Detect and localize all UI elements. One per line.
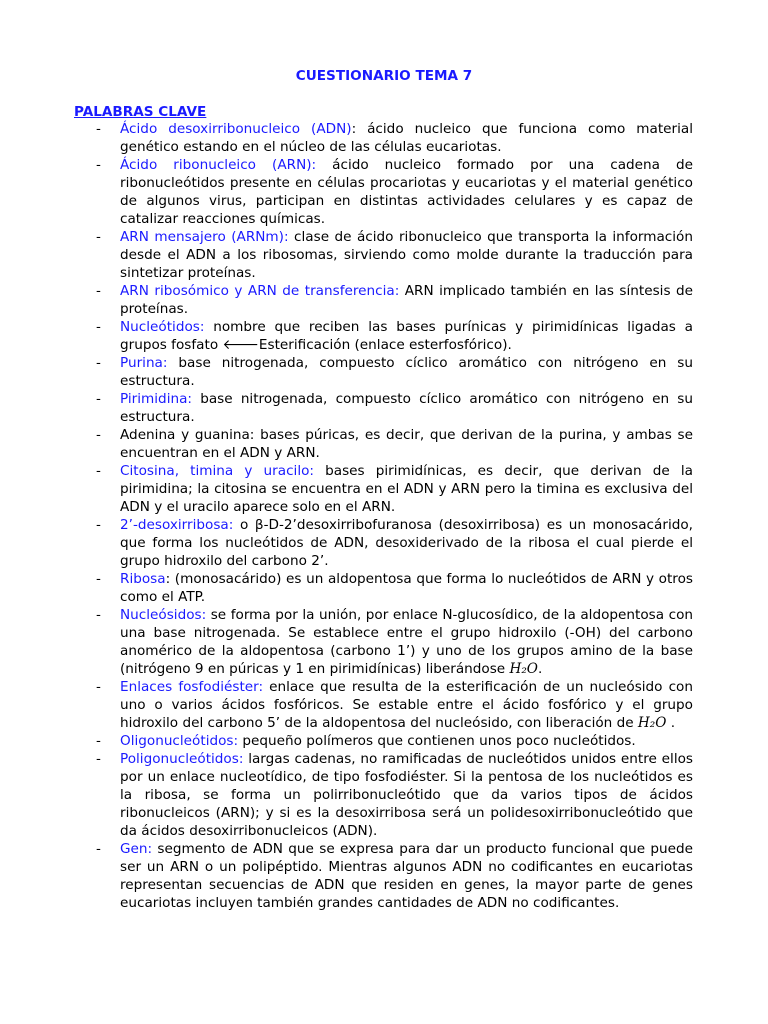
glossary-item [96,840,693,912]
glossary-item [96,732,693,750]
glossary-definition: pequeño polímeros que contienen unos poco nucleótidos. [238,733,636,749]
glossary-definition: bases pirimidínicas, es decir, que derivan de la pirimidina; la citosina se encuentra en el ADN y ARN pero la timina es exclusiva del ADN y el uracilo aparece solo en el ARN. [120,463,693,515]
glossary-definition: : ácido nucleico que funciona como material genético estando en el núcleo de las células eucariotas. [120,121,694,155]
glossary-item [96,318,693,354]
water-formula: H₂O [637,715,667,731]
glossary-definition: ácido nucleico formado por una cadena de ribonucleótidos presente en células procariotas y eucariotas y el material genético de algunos virus, participan en distintas actividades celulares y es capaz de catalizar reacciones químicas. [120,157,693,227]
glossary-item [96,120,694,156]
glossary-term: Poligonucleótidos: [120,751,244,767]
glossary-term: Ácido desoxirribonucleico (ADN) [120,121,352,137]
list-marker: - [96,229,101,245]
list-marker: - [96,733,101,749]
glossary-term: ARN ribosómico y ARN de transferencia: [120,283,400,299]
glossary-definition: se forma por la unión, por enlace N-glucosídico, de la aldopentosa con una base nitrogenada. Se establece entre el grupo hidroxilo (-OH) del carbono anomérico de la aldopentosa (carbono 1’) y uno de los grupos amino de la base (nitrógeno 9 en púricas y 1 en pirimidínicas) liberándose [120,607,693,677]
glossary-item [96,156,693,228]
glossary-list [0,120,768,912]
document-title: CUESTIONARIO TEMA 7 [295,68,473,84]
glossary-definition: ARN implicado también en las síntesis de proteínas. [120,283,694,317]
glossary-definition: o β-D-2’desoxirribofuranosa (desoxirribosa) es un monosacárido, que forma los nucleótidos de ADN, desoxiderivado de la ribosa el cual pierde el grupo hidroxilo del carbono 2’. [120,517,693,569]
list-marker: - [96,517,101,533]
glossary-definition: : (monosacárido) es un aldopentosa que forma lo nucleótidos de ARN y otros como el ATP. [120,571,693,605]
glossary-item [96,426,693,462]
glossary-definition: enlace que resulta de la esterificación de un nucleósido con uno o varios ácidos fosfóricos. Se estable entre el ácido fosfórico y el grupo hidroxilo del carbono 5’ de la aldopentosa del nucleósido, con liberación de [120,679,693,731]
glossary-term: Gen: [120,841,153,857]
list-marker: - [96,157,101,173]
definition-tail: . [666,715,676,731]
glossary-definition: base nitrogenada, compuesto cíclico aromático con nitrógeno en su estructura. [120,355,693,389]
glossary-item [96,678,693,732]
glossary-term: Nucleósidos: [120,607,207,623]
list-marker: - [96,355,101,371]
water-formula: H₂O [509,661,538,677]
list-marker: - [96,571,101,587]
list-marker: - [96,283,101,299]
glossary-definition: segmento de ADN que se expresa para dar un producto funcional que puede ser un ARN o un polipéptido. Mientras algunos ADN no codificantes en eucariotas representan secuencias de ADN que residen en genes, la mayor parte de genes eucariotas incluyen también grandes cantidades de ADN no codificantes. [120,841,693,911]
glossary-term: Purina: [120,355,168,371]
glossary-definition: nombre que reciben las bases purínicas y pirimidínicas ligadas a grupos fosfato 🡐Esterificación (enlace esterfosfórico). [120,319,693,353]
glossary-term: Ribosa [120,571,166,587]
list-marker: - [96,751,101,767]
glossary-term: Nucleótidos: [120,319,205,335]
glossary-definition: largas cadenas, no ramificadas de nucleótidos unidos entre ellos por un enlace nucleotídico, de tipo fosfodiéster. Si la pentosa de los nucleótidos es la ribosa, se forma un polirribonucleótido que da varios tipos de ácidos ribonucleicos (ARN); y si es la desoxirribosa será un polidesoxirribonucleótido que da ácidos desoxirribonucleicos (ADN). [120,751,693,839]
glossary-definition: clase de ácido ribonucleico que transporta la información desde el ADN a los ribosomas, sirviendo como molde durante la traducción para sintetizar proteínas. [120,229,693,281]
glossary-item [96,750,693,840]
list-marker: - [96,427,101,443]
glossary-item [96,606,693,678]
glossary-term: Oligonucleótidos: [120,733,239,749]
glossary-term: Pirimidina: [120,391,192,407]
list-marker: - [96,463,101,479]
glossary-term: Ácido ribonucleico (ARN): [120,157,317,173]
glossary-term: 2’-desoxirribosa: [120,517,234,533]
glossary-term: Citosina, timina y uracilo: [120,463,315,479]
list-marker: - [96,607,101,623]
definition-tail: . [537,661,543,677]
section-heading: PALABRAS CLAVE [74,104,207,120]
glossary-item [96,228,693,282]
glossary-item [96,354,693,390]
glossary-item [96,570,693,606]
list-marker: - [96,679,101,695]
list-marker: - [96,319,101,335]
glossary-item [96,282,694,318]
glossary-term: Enlaces fosfodiéster: [120,679,264,695]
list-marker: - [96,391,101,407]
glossary-item [96,462,693,516]
glossary-item [96,390,693,426]
glossary-term: ARN mensajero (ARNm): [120,229,289,245]
list-marker: - [96,841,101,857]
list-marker: - [96,121,101,137]
glossary-definition: Adenina y guanina: bases púricas, es decir, que derivan de la purina, y ambas se encuentran en el ADN y ARN. [120,427,693,461]
glossary-item [96,516,693,570]
glossary-definition: base nitrogenada, compuesto cíclico aromático con nitrógeno en su estructura. [120,391,693,425]
